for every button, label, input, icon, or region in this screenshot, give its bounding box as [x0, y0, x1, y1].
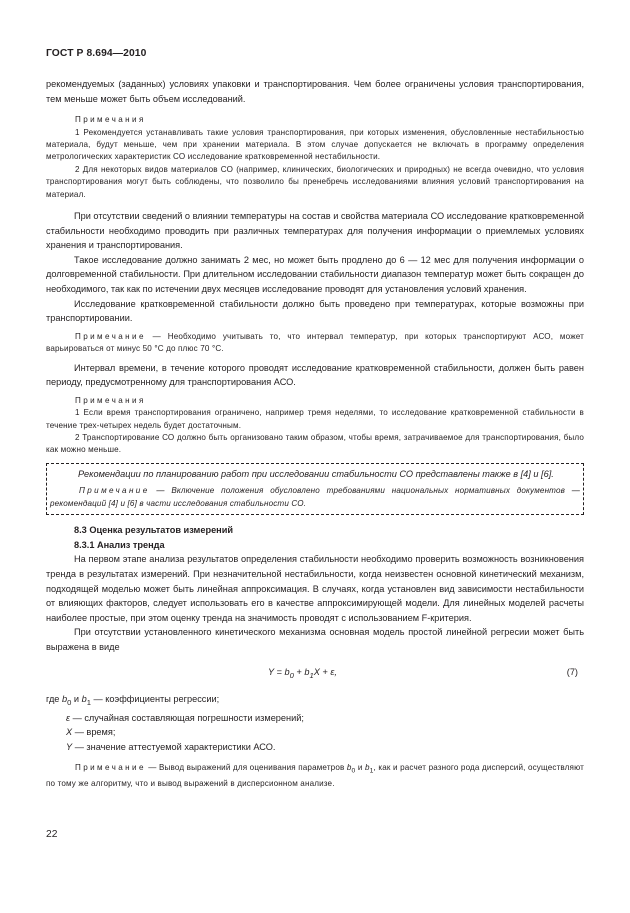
- equation-number: (7): [566, 666, 578, 677]
- note-text: — Необходимо учитывать то, что интервал температур, при которых транспортируют АСО, может варьироваться от минус 50 °С до плюс 70 °С.: [46, 331, 584, 354]
- paragraph-temperature: При отсутствии сведений о влиянии температуры на состав и свойства материала СО исследование кратковременной стабильности необходимо проводить при различных температурах для получения информации о приемлемых условиях хранения и транспортирования.: [46, 211, 584, 251]
- note-text: — Включение положения обусловлено требованиями национальных нормативных документов — рекомендаций [4] и [6] в части исследования стабильности СО.: [50, 486, 580, 508]
- national-provision-box: [46, 463, 584, 515]
- definition-coefficients: где $b_0$ и $b_1$ — коэффициенты регрессии;: [46, 694, 220, 707]
- paragraph-duration: Такое исследование должно занимать 2 мес, но может быть продлено до 6 — 12 мес для получения информации о долговременной стабильности. При длительном исследовании стабильности диапазон температур может быть сокращен до необходимого, так как по истечении двух месяцев исследование проводят для установления условий хранения.: [46, 254, 584, 294]
- note-heading: Примечания: [75, 115, 146, 125]
- note-label: Примечание: [79, 486, 150, 496]
- paragraph-regression-model: При отсутствии установленного кинетического механизма основная модель простой линейной регресии может быть выражена в виде: [46, 627, 584, 652]
- box-text: Рекомендации по планированию работ при исследовании стабильности СО представлены также в [4] и [6].: [78, 468, 554, 479]
- page-number: 22: [46, 829, 58, 840]
- note-heading: Примечания: [75, 395, 146, 405]
- note-label: Примечание: [75, 763, 146, 773]
- definition-epsilon: ε — случайная составляющая погрешности измерений;: [66, 712, 304, 723]
- note-item: 2 Транспортирование СО должно быть организовано таким образом, чтобы время, затрачиваемое для транспортирования, было как можно меньше.: [46, 433, 584, 455]
- note-block-1: [46, 114, 584, 201]
- document-body: [46, 77, 584, 791]
- paragraph-short-term: Исследование кратковременной стабильности должно быть проведено при температурах, которые возможны при транспортировании.: [46, 298, 584, 324]
- note-label: Примечание: [75, 331, 146, 341]
- note-temperature-range: [46, 331, 584, 356]
- box-note: [50, 485, 580, 510]
- paragraph-trend-analysis: На первом этапе анализа результатов определения стабильности необходимо проверить возможность возникновения тренда в результатах измерений. При незначительной нестабильности, когда неизвестен основной кинетический механизм, подходящей моделью может быть линейная аппроксимация. В случаях, когда установлен вид зависимости нестабильности от влияющих факторов, следует использовать его в качестве аппроксимирующей модели. Для линейных моделей расчеты наиболее простые, при этом оценку тренда на значимость проводят с использованием F-критерия.: [46, 554, 584, 623]
- note-item: 2 Для некоторых видов материалов СО (например, клинических, биологических и природных) не всегда очевидно, что условия транспортирования могут быть соблюдены, что позволило бы пренебречь исследованиями влияния условий транспортирования на материал.: [46, 164, 584, 199]
- definition-y: Y — значение аттестуемой характеристики АСО.: [66, 741, 276, 752]
- variable-definitions: [46, 692, 584, 754]
- note-parameter-estimation: Примечание — Вывод выражений для оценивания параметров $b_0$ и $b_1$, как и расчет разного рода дисперсий, осуществляют по тому же алгоритму, что и вывод выражений в дисперсионном анализе.: [46, 763, 584, 789]
- standard-header: ГОСТ Р 8.694—2010: [46, 48, 147, 59]
- document-page: [46, 0, 584, 913]
- formula-expression: $Y = b_0 + b_1X + \varepsilon$,: [268, 666, 337, 680]
- section-heading: 8.3 Оценка результатов измерений: [74, 525, 234, 536]
- note-block-2: [46, 395, 584, 457]
- definition-x: X — время;: [66, 727, 116, 738]
- note-item: 1 Рекомендуется устанавливать такие условия транспортирования, при которых изменения, обусловленные нестабильностью материала, будут меньше, чем при хранении материала. В этом случае допускается не включать в программу определения метрологических характеристик СО исследование кратковременной нестабильности.: [46, 127, 584, 162]
- paragraph-time-interval: Интервал времени, в течение которого проводят исследование кратковременной стабильности, должен быть равен периоду, предусмотренному для транспортирования АСО.: [46, 362, 584, 388]
- subsection-heading: 8.3.1 Анализ тренда: [74, 539, 165, 550]
- note-item: 1 Если время транспортирования ограничено, например тремя неделями, то исследование кратковременной стабильности в течение трех-четырех недель будет достаточным.: [46, 408, 584, 430]
- regression-formula: [46, 665, 584, 680]
- paragraph-transport-conditions: рекомендуемых (заданных) условиях упаковки и транспортирования. Чем более ограничены условия транспортирования, тем меньше может быть объем исследований.: [46, 79, 584, 104]
